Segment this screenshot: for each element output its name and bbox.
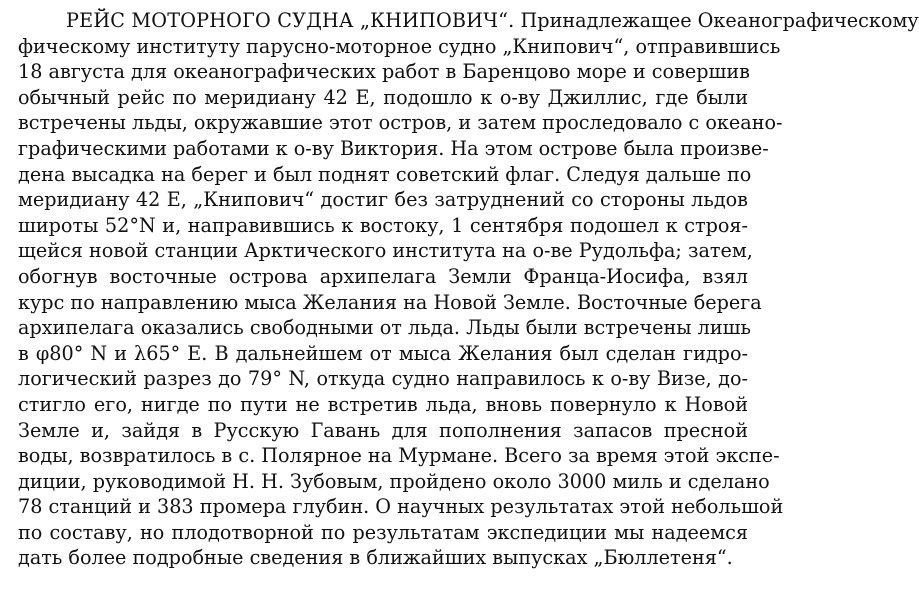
article-line-17: Земле и, зайдя в Русскую Гавань для пополнения запасов пресной <box>18 418 748 442</box>
article-line-1 <box>18 8 919 34</box>
article-line-13: архипелага оказались свободными от льда. Льды были встречены лишь <box>18 316 751 340</box>
article-line-11: обогнув восточные острова архипелага Земли Франца-Иосифа, взял <box>18 264 748 288</box>
article-paragraph <box>18 8 919 571</box>
article-line-16: стигло его, нигде по пути не встретив льда, вновь повернуло к Новой <box>18 392 748 416</box>
article-line-12: курс по направлению мыса Желания на Новой Земле. Восточные берега <box>18 290 762 314</box>
article-line-15: логический разрез до 79° N, откуда судно направилось к о-ву Визе, до- <box>18 367 748 391</box>
article-heading: РЕЙС МОТОРНОГО СУДНА „КНИПОВИЧ“. <box>66 9 515 32</box>
article-line-5: встречены льды, окружавшие этот остров, и затем проследовало с океано- <box>18 111 783 135</box>
article-line-9: широты 52°N и, направившись к востоку, 1 сентября подошел к строя- <box>18 213 748 237</box>
article-line-7: дена высадка на берег и был поднят советский флаг. Следуя дальше по <box>18 162 752 186</box>
article-line-8: меридиану 42 E, „Книпович“ достиг без затруднений со стороны льдов <box>18 188 748 212</box>
article-line-4: обычный рейс по меридиану 42 E, подошло к о-ву Джиллис, где были <box>18 85 748 109</box>
article-line-21: по составу, но плодотворной по результатам экспедиции мы надеемся <box>18 520 748 544</box>
article-line-20: 78 станций и 383 промера глубин. О научных результатах этой небольшой <box>18 495 784 519</box>
article-line-2: фическому институту парусно-моторное судно „Книпович“, отправившись <box>18 34 781 58</box>
article-line-14: в φ80° N и λ65° E. В дальнейшем от мыса Желания был сделан гидро- <box>18 341 748 365</box>
article-line-10: щейся новой станции Арктического института на о-ве Рудольфа; затем, <box>18 239 753 263</box>
article-line-19: диции, руководимой Н. Н. Зубовым, пройдено около 3000 миль и сделано <box>18 469 770 493</box>
article-line-1-text: Принадлежащее Океанографическому <box>514 9 919 32</box>
article-line-18: воды, возвратилось в с. Полярное на Мурмане. Всего за время этой экспе- <box>18 444 780 468</box>
article-line-22: дать более подробные сведения в ближайших выпусках „Бюллетеня“. <box>18 546 733 570</box>
article-line-6: графическими работами к о-ву Виктория. На этом острове была произве- <box>18 136 769 160</box>
article-line-3: 18 августа для океанографических работ в Баренцово море и совершив <box>18 60 750 84</box>
